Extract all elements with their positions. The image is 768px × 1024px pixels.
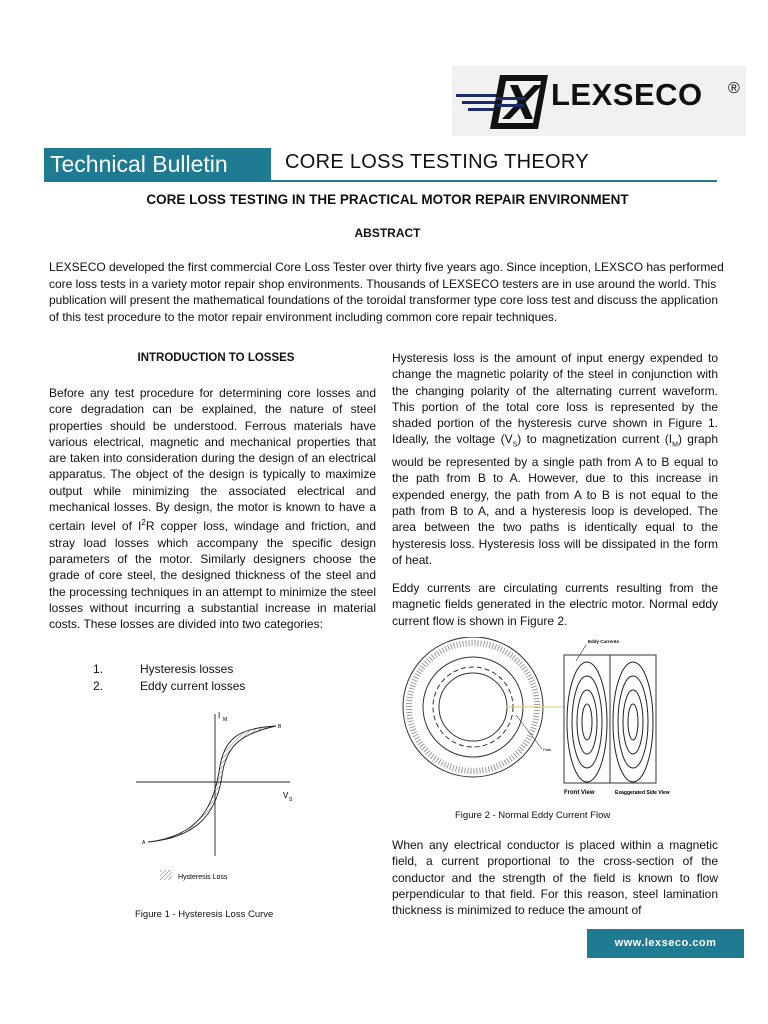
- eddy-currents-label: Eddy Currents: [588, 639, 620, 644]
- logo-text: LEXSECO: [551, 77, 703, 112]
- side-view-label: Exaggerated Side View: [615, 790, 670, 796]
- p1-text-b: ) to magnetization current (I: [517, 432, 673, 447]
- document-title: CORE LOSS TESTING IN THE PRACTICAL MOTOR REPAIR ENVIRONMENT: [146, 192, 629, 207]
- eddy-current-figure: [396, 637, 716, 802]
- path-label: Path: [543, 747, 552, 752]
- list-item-text: Eddy current losses: [140, 679, 246, 693]
- abstract-body: LEXSECO developed the first commercial Core Loss Tester over thirty five years ago. Since inception, LEXSCO has performed core loss tests in a variety motor repair shop environments. Thousands of LEXSECO testers are in use around the world. This publication will present the mathematical foundations of the toroidal transformer type core loss test and discuss the application of this test procedure to the motor repair environment including common core repair techniques.: [49, 260, 724, 324]
- intro-text-a: Before any test procedure for determining core losses and core degradation can be explained, the nature of steel properties should be understood. Ferrous materials have various electrical, magnetic and mechanical properties that are taken into consideration during the design of an electrical apparatus. The object of the design is typically to maximize output while minimizing the associated electrical and mechanical losses. By design, the motor is known to have a certain level of I: [49, 386, 376, 534]
- header-divider: [44, 180, 717, 182]
- p1-subscript-s: S: [512, 441, 518, 449]
- figure-2-caption: Figure 2 - Normal Eddy Current Flow: [455, 810, 611, 821]
- point-a-label: A: [142, 840, 146, 846]
- list-item-number: 2.: [93, 679, 104, 693]
- abstract-heading: ABSTRACT: [354, 226, 421, 240]
- legend-swatch: [160, 870, 172, 880]
- list-item-text: Hysteresis losses: [140, 662, 234, 676]
- technical-bulletin-label: Technical Bulletin: [44, 148, 271, 181]
- y-axis-label: I: [218, 711, 221, 720]
- registered-mark: ®: [728, 80, 740, 97]
- legend-label: Hysteresis Loss: [178, 874, 228, 881]
- intro-heading: INTRODUCTION TO LOSSES: [137, 352, 295, 364]
- y-axis-subscript: M: [223, 717, 228, 723]
- logo-mark-text: X: [486, 73, 487, 74]
- front-view-label: Front View: [564, 790, 595, 796]
- figure-1-caption: Figure 1 - Hysteresis Loss Curve: [135, 909, 274, 920]
- conductor-paragraph: When any electrical conductor is placed within a magnetic field, a current proportional to the cross-section of the conductor and the strength of the field is known to flow perpendicular to that field. For this reason, steel lamination thickness is minimized to reduce the amount of: [392, 838, 718, 918]
- page-title: CORE LOSS TESTING THEORY: [285, 151, 589, 173]
- x-axis-subscript: S: [289, 797, 293, 803]
- hysteresis-loop: [148, 726, 276, 842]
- hysteresis-paragraph: [392, 350, 718, 568]
- p1-text-a: Hysteresis loss is the amount of input energy expended to change the magnetic polarity of the steel in conjunction with the changing polarity of the alternating current waveform. This portion of the total core loss is represented by the shaded portion of the hysteresis curve shown in Figure 1. Ideally, the voltage (V: [392, 351, 718, 447]
- logo-x-mark-icon: [486, 73, 552, 131]
- p1-subscript-m: M: [672, 441, 678, 449]
- list-item-number: 1.: [93, 662, 104, 676]
- intro-superscript: 2: [141, 518, 146, 528]
- website-link[interactable]: www.lexseco.com: [587, 929, 744, 958]
- hysteresis-figure: [130, 706, 310, 906]
- p1-text-c: ) graph would be represented by a single path from A to B equal to the path from B to A. However, due to this increase in expended energy, the path from A to B is not equal to the path from B to A, and a hysteresis loop is developed. The area between the two paths is identically equal to the hysteresis loss. Hysteresis loss will be dissipated in the form of heat.: [392, 432, 718, 567]
- point-b-label: B: [278, 724, 282, 730]
- eddy-paragraph: Eddy currents are circulating currents resulting from the magnetic fields generated in the electric motor. Normal eddy current flow is shown in Figure 2.: [392, 581, 718, 628]
- x-axis-label: V: [283, 791, 289, 800]
- intro-paragraph: [49, 385, 376, 632]
- intro-text-b: R copper loss, windage and friction, and stray load losses which accompany the specific design parameters of the motor. Similarly designers choose the grade of core steel, the designed thickness of the steel and the processing techniques in an attempt to minimize the steel losses without incurring a substantial increase in material costs. These losses are divided into two categories:: [49, 519, 376, 632]
- lexseco-logo: [452, 66, 746, 136]
